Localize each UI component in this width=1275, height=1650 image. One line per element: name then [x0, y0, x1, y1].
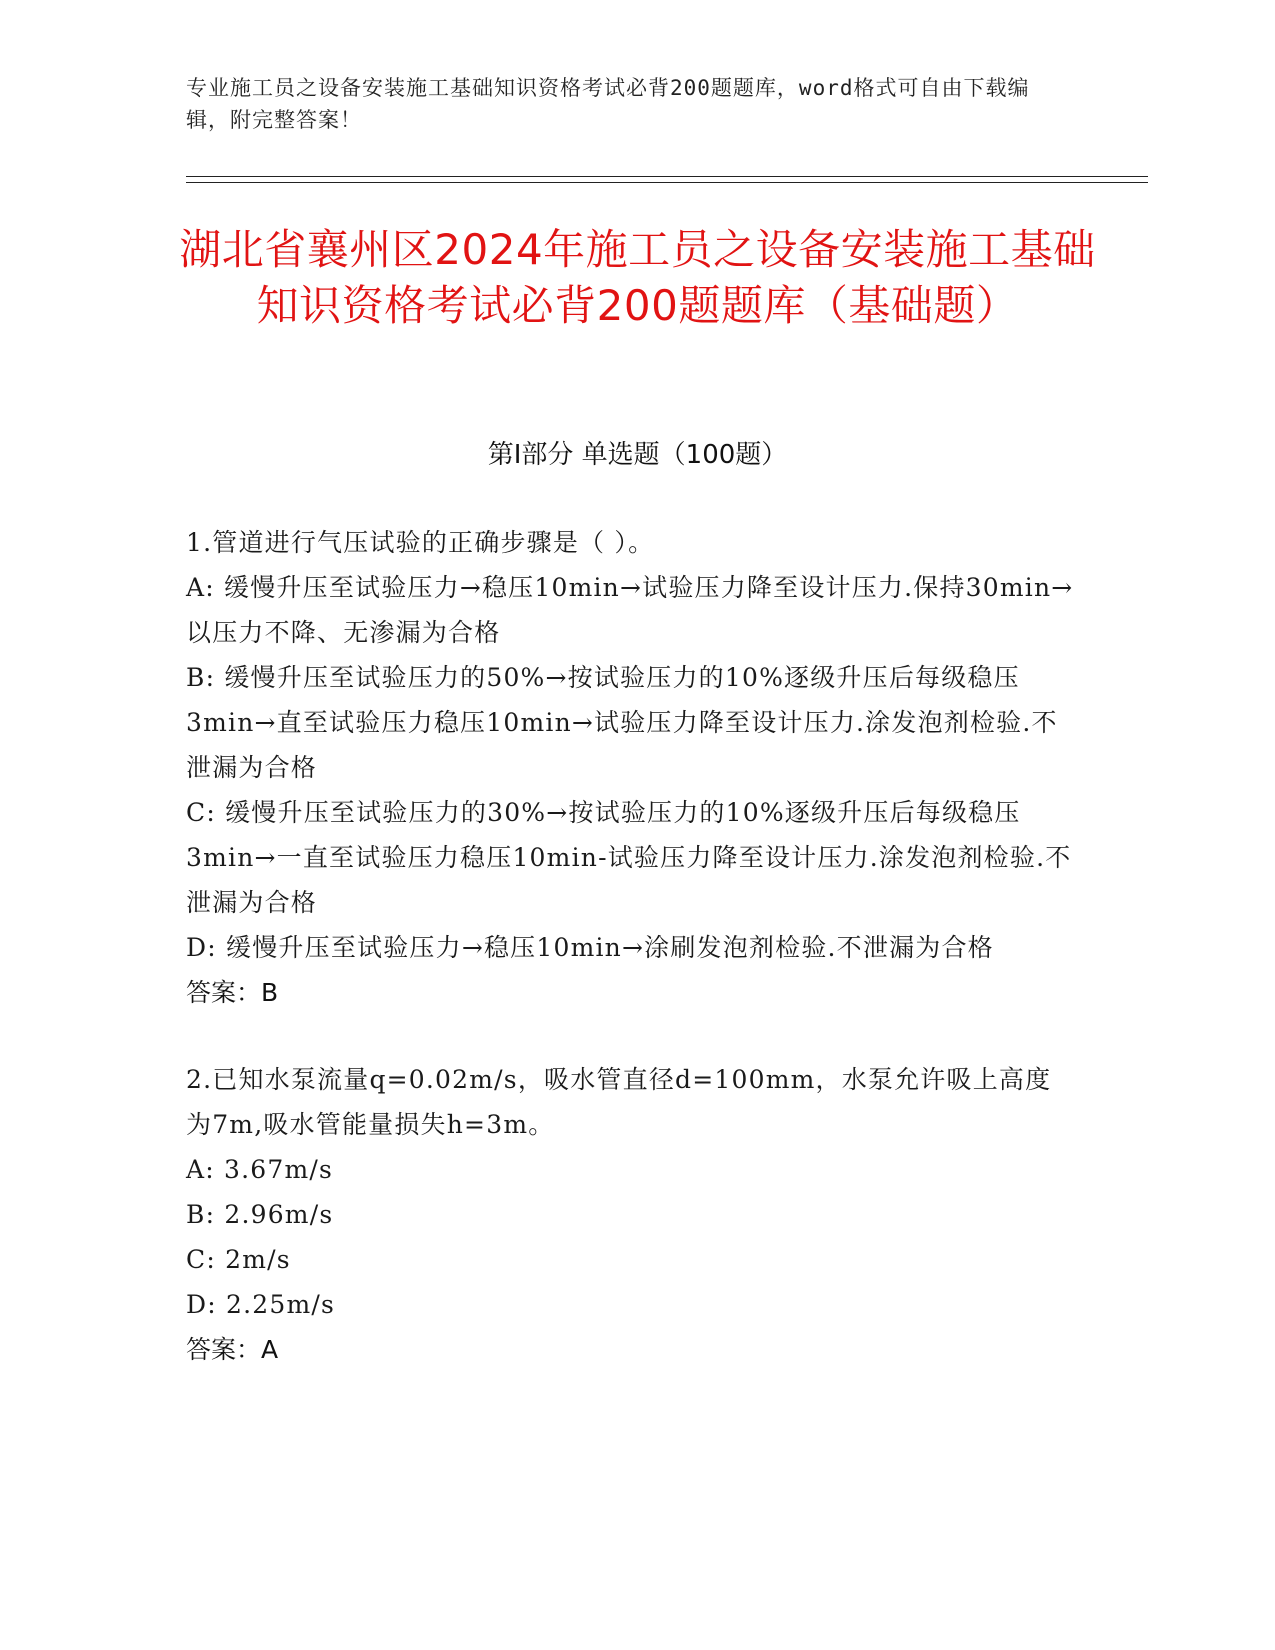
question-stem: 1.管道进行气压试验的正确步骤是（ ）。 [186, 528, 655, 557]
option-a: A: 缓慢升压至试验压力→稳压10min→试验压力降至设计压力.保持30min→以压力不降、无渗漏为合格 [186, 573, 1074, 647]
option-a: A: 3.67m/s [186, 1155, 334, 1184]
question-2 [186, 1057, 1076, 1372]
option-b: B: 2.96m/s [186, 1200, 334, 1229]
section-title: 第Ⅰ部分 单选题（100题） [487, 440, 788, 470]
question-1 [186, 520, 1076, 1015]
question-stem: 2.已知水泵流量q=0.02m/s，吸水管直径d=100mm，水泵允许吸上高度为7m,吸水管能量损失h=3m。 [186, 1065, 1052, 1139]
option-c: C: 2m/s [186, 1245, 291, 1274]
option-b: B: 缓慢升压至试验压力的50%→按试验压力的10%逐级升压后每级稳压3min→直至试验压力稳压10min→试验压力降至设计压力.涂发泡剂检验.不泄漏为合格 [186, 663, 1058, 782]
document-title: 湖北省襄州区2024年施工员之设备安装施工基础知识资格考试必背200题题库（基础题） [179, 225, 1096, 330]
answer: 答案：B [186, 978, 279, 1007]
header-divider-bottom [186, 182, 1148, 183]
question-list [186, 520, 1076, 1414]
option-c: C: 缓慢升压至试验压力的30%→按试验压力的10%逐级升压后每级稳压3min→一直至试验压力稳压10min-试验压力降至设计压力.涂发泡剂检验.不泄漏为合格 [186, 798, 1072, 917]
option-d: D: 2.25m/s [186, 1290, 336, 1319]
answer: 答案：A [186, 1335, 279, 1364]
header-note: 专业施工员之设备安装施工基础知识资格考试必背200题题库，word格式可自由下载编辑，附完整答案！ [186, 76, 1030, 132]
header-divider-top [186, 176, 1148, 177]
option-d: D: 缓慢升压至试验压力→稳压10min→涂刷发泡剂检验.不泄漏为合格 [186, 933, 994, 962]
